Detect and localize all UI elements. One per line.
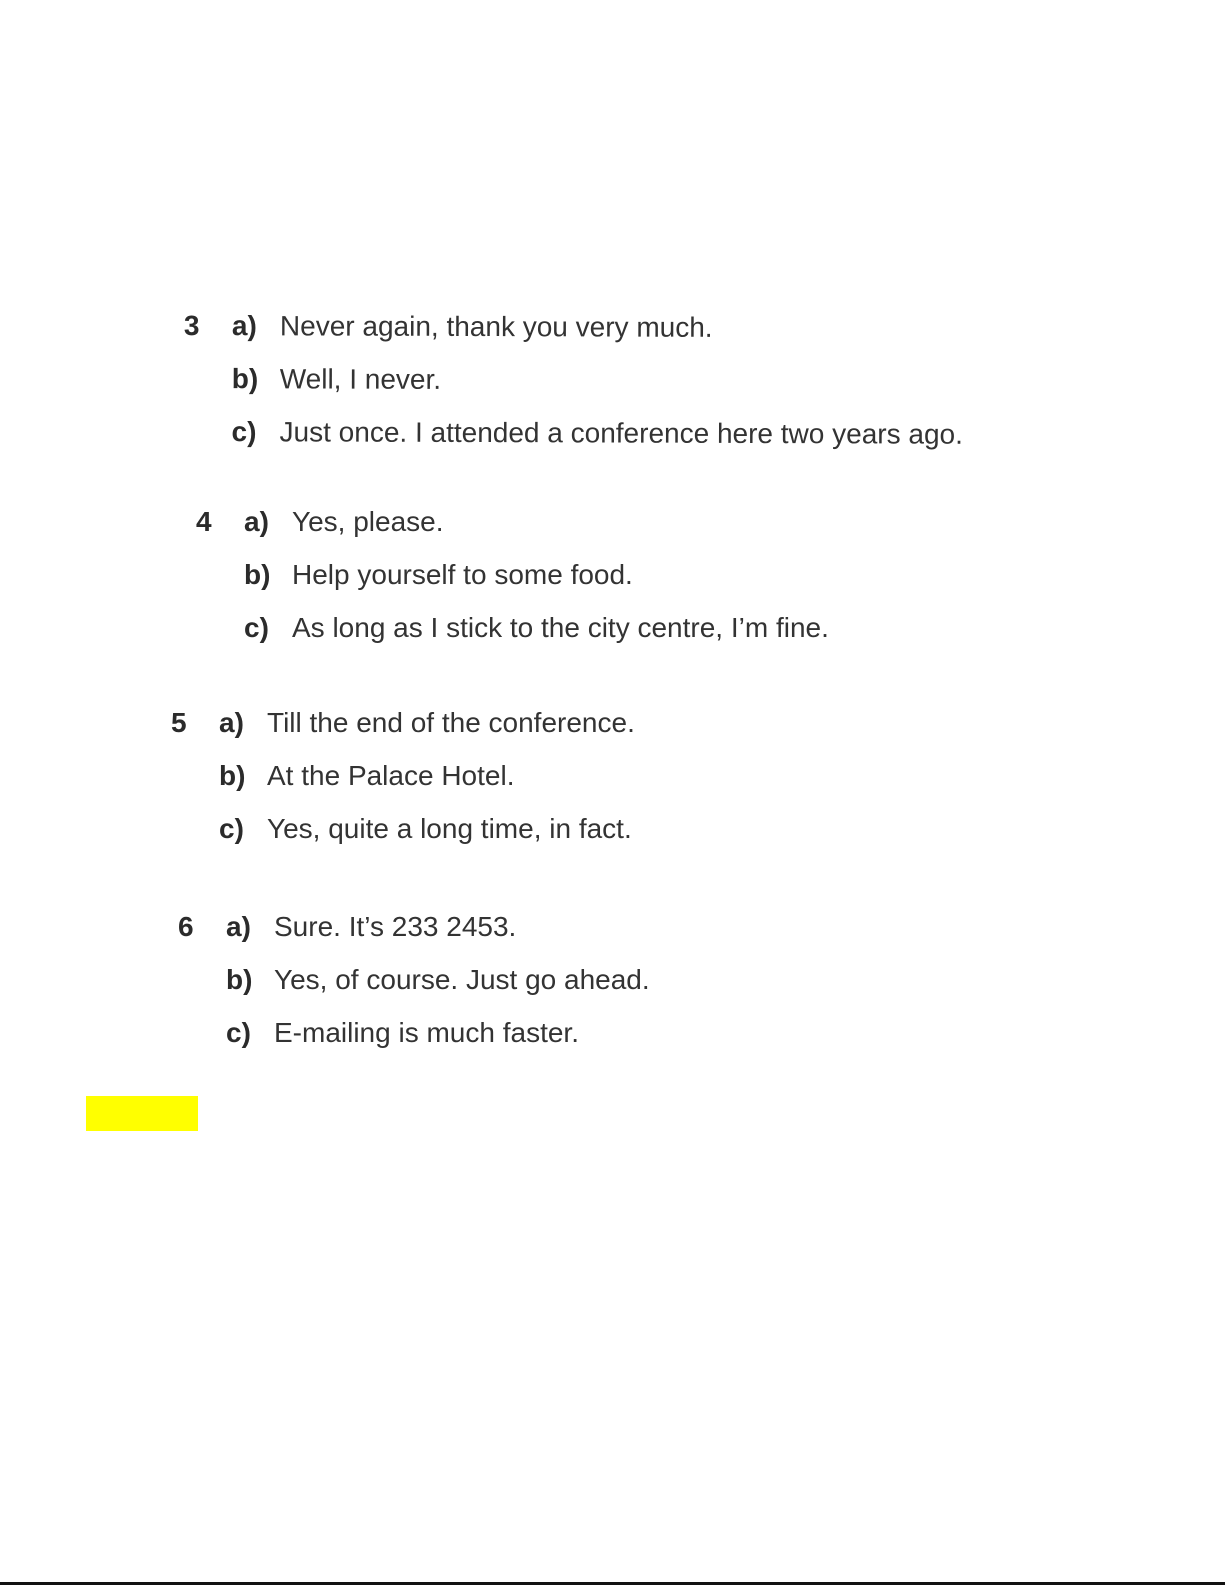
option-letter: a) (244, 506, 269, 537)
option-letter: b) (219, 760, 246, 791)
option-letter: c) (219, 813, 244, 844)
question-number: 4 (196, 506, 212, 537)
option-text: Yes, of course. Just go ahead. (274, 964, 650, 995)
option-text: Help yourself to some food. (292, 559, 633, 590)
option-text: At the Palace Hotel. (267, 760, 515, 791)
option-text: Yes, please. (292, 506, 444, 537)
option-text: Till the end of the conference. (267, 707, 635, 738)
option-letter: a) (231, 310, 257, 342)
option-text: Just once. I attended a conference here two years ago. (279, 416, 963, 450)
option-text: Never again, thank you very much. (279, 310, 713, 343)
question-3 (183, 310, 963, 471)
option-text: Well, I never. (279, 363, 442, 395)
option-letter: b) (231, 363, 259, 395)
option-text: E-mailing is much faster. (274, 1017, 579, 1048)
option-letter: a) (219, 707, 244, 738)
option-text: Sure. It’s 233 2453. (274, 911, 517, 942)
question-number: 5 (171, 707, 187, 738)
yellow-highlight-block (86, 1096, 198, 1131)
option-letter: c) (226, 1017, 251, 1048)
option-letter: c) (244, 612, 269, 643)
option-letter: b) (226, 964, 253, 995)
question-number: 6 (178, 911, 194, 942)
option-text: Yes, quite a long time, in fact. (267, 813, 632, 844)
option-text: As long as I stick to the city centre, I’m fine. (292, 612, 829, 643)
option-letter: c) (231, 416, 257, 448)
option-letter: b) (244, 559, 271, 590)
question-number: 3 (183, 310, 200, 342)
option-letter: a) (226, 911, 251, 942)
